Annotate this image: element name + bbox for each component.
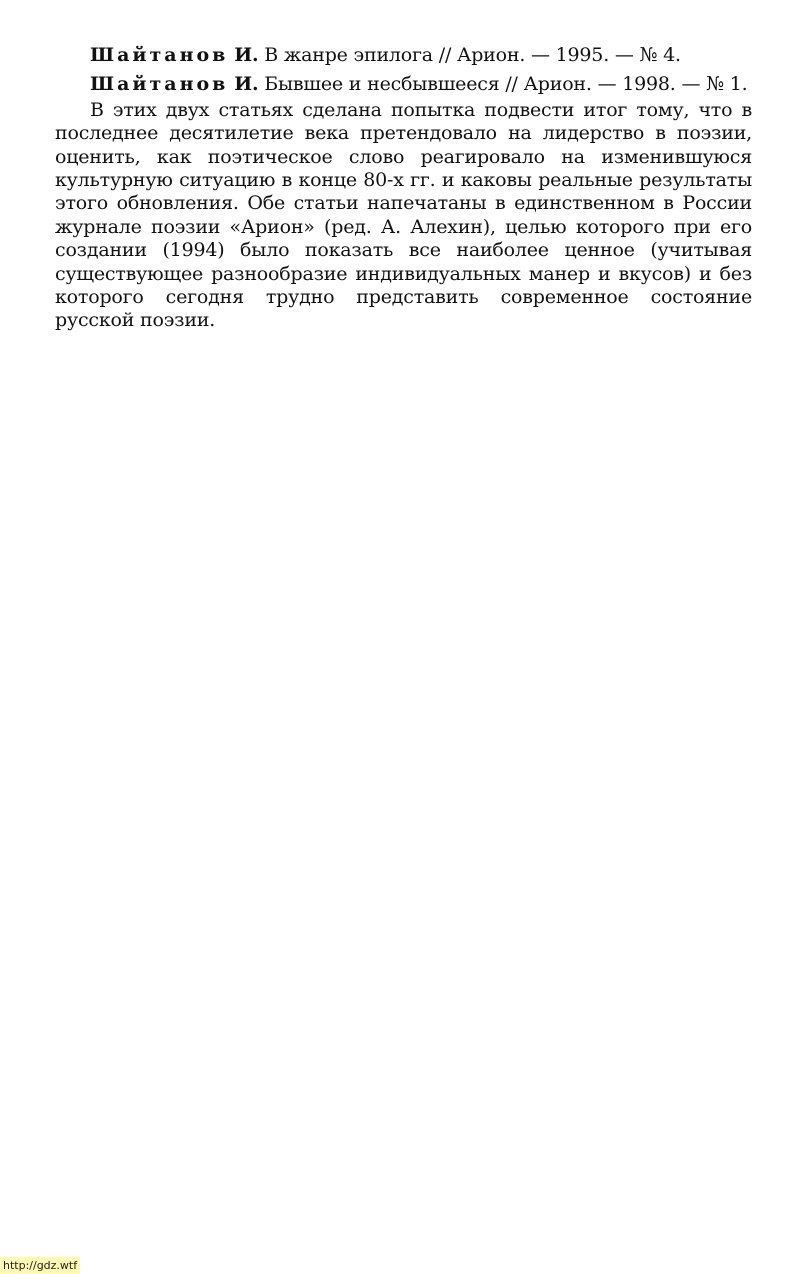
document-page: [55, 44, 752, 333]
author-initial: И.: [234, 73, 259, 96]
author-initial: И.: [234, 44, 259, 66]
author-surname: Шайтанов: [90, 44, 229, 66]
publication-info: // Арион. — 1995. — № 4.: [432, 44, 681, 66]
watermark-link[interactable]: http://gdz.wtf: [0, 1257, 80, 1274]
bibliography-entry-1: [55, 44, 752, 67]
article-title: В жанре эпилога: [264, 44, 433, 66]
author-surname: Шайтанов: [90, 73, 229, 96]
bibliography-entry-2: [55, 73, 752, 96]
annotation-paragraph: В этих двух статьях сделана попытка подвести итог тому, что в последнее десятилетие века претендовало на лидерство в поэзии, оценить, как поэтическое слово реагировало на изменившуюся культурную ситуацию в конце 80-х гг. и каковы реальные результаты этого обновления. Обе статьи напечатаны в единственном в России журнале поэзии «Арион» (ред. А. Алехин), целью которого при его создании (1994) было показать все наиболее ценное (учитывая существующее разнообразие индивидуальных манер и вкусов) и без которого сегодня трудно представить современное состояние русской поэзии.: [55, 98, 752, 332]
article-title: Бывшее и несбывшееся: [264, 73, 500, 96]
publication-info: // Арион. — 1998. — № 1.: [499, 73, 748, 96]
